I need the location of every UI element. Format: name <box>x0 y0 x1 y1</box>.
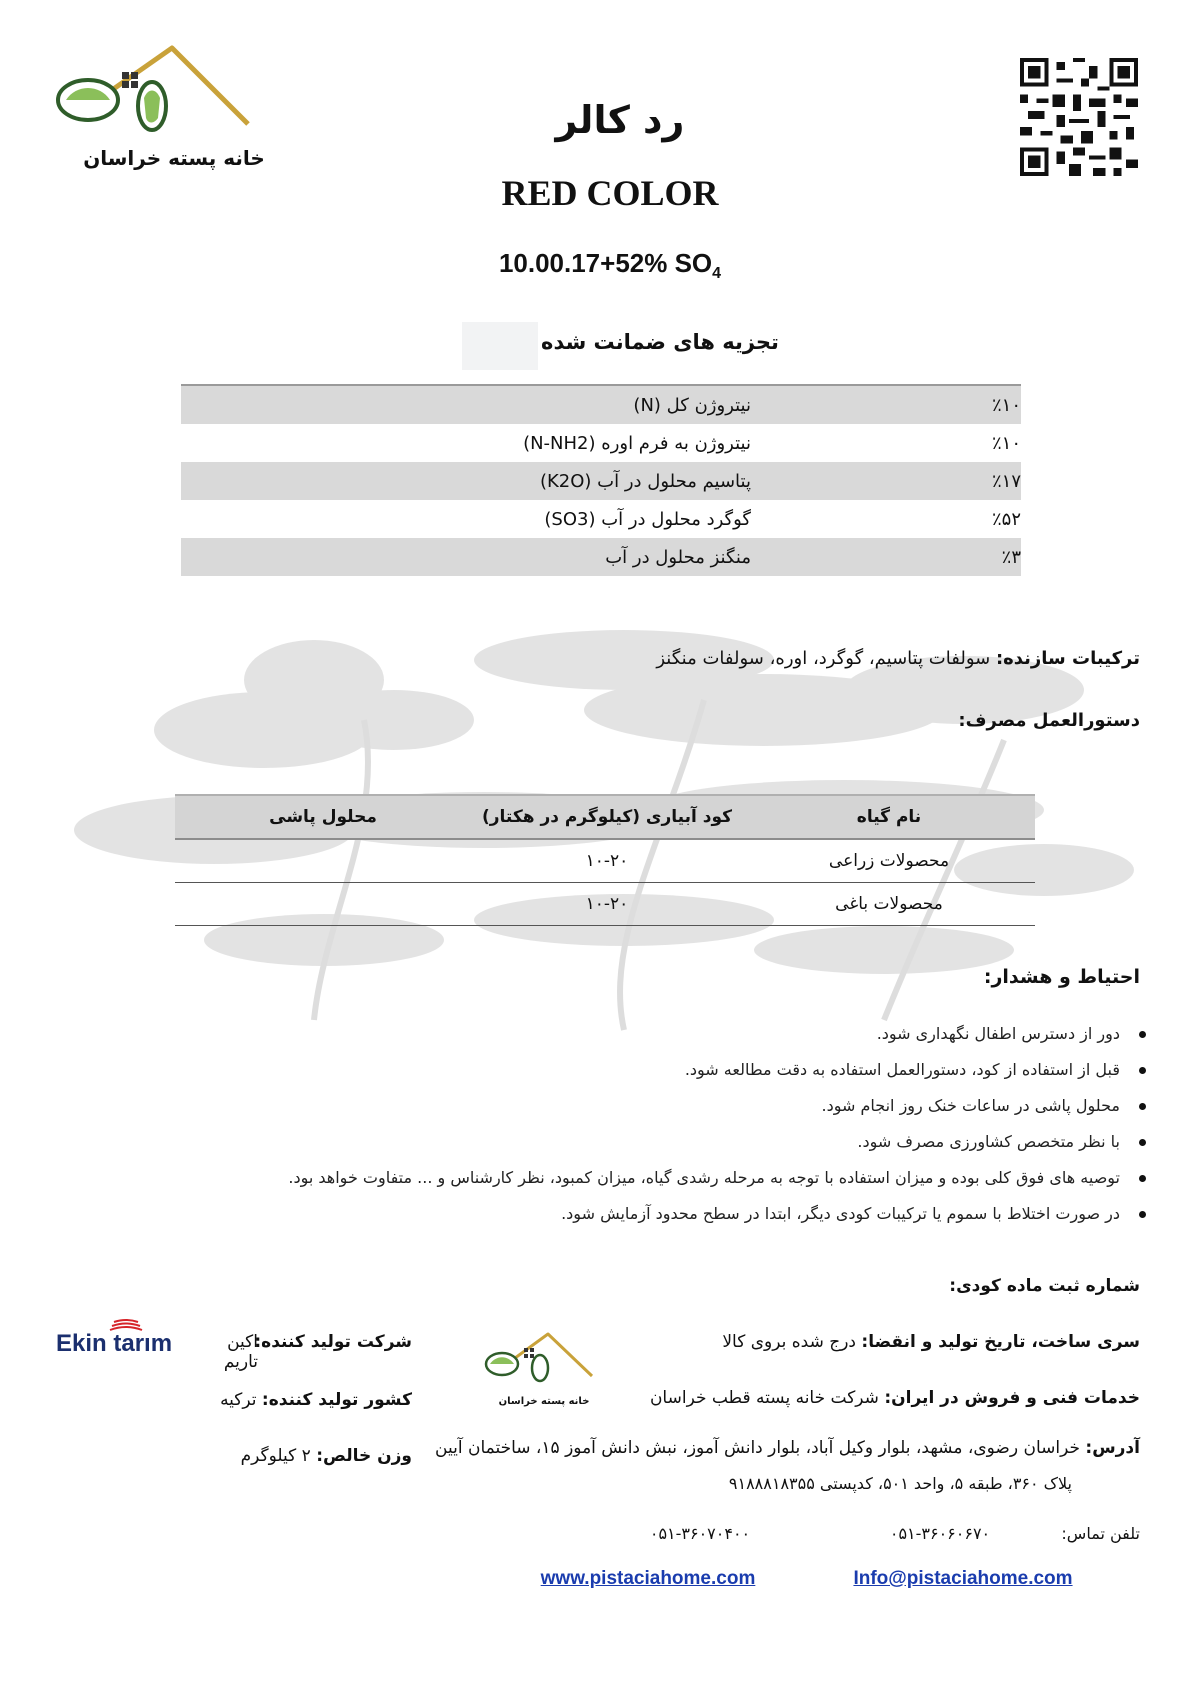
usage-spray <box>175 839 471 883</box>
table-header-row <box>175 795 1035 839</box>
address-line-2: پلاک ۳۶۰، طبقه ۵، واحد ۵۰۱، کدپستی ۹۱۸۸۸۱۸۳۵۵ <box>728 1474 1072 1493</box>
email-link[interactable]: Info@pistaciahome.com <box>853 1568 1073 1589</box>
product-formula <box>440 248 780 283</box>
usage-irrigation: ۱۰-۲۰ <box>471 839 743 883</box>
analysis-title: تجزیه های ضمانت شده <box>541 330 779 354</box>
phone-number-1: ۰۵۱-۳۶۰۶۰۶۷۰ <box>889 1524 991 1543</box>
analysis-value: ٪۱۰ <box>761 385 1021 424</box>
website-link[interactable]: www.pistaciahome.com <box>540 1568 756 1589</box>
address-value: خراسان رضوی، مشهد، بلوار وکیل آباد، بلوار دانش آموز، نبش دانش آموز ۱۵، ساختمان آیین <box>435 1438 1080 1458</box>
usage-plant: محصولات باغی <box>743 883 1035 926</box>
batch-line <box>700 1332 1140 1352</box>
column-header-irrigation: کود آبیاری (کیلوگرم در هکتار) <box>471 795 743 839</box>
net-weight-line <box>190 1446 412 1466</box>
batch-label: سری ساخت، تاریخ تولید و انقضا: <box>861 1332 1140 1352</box>
product-title-english: RED COLOR <box>501 173 719 213</box>
table-row <box>181 462 1021 500</box>
address-line-1 <box>435 1438 1140 1458</box>
list-item: قبل از استفاده از کود، دستورالعمل استفاده به دقت مطالعه شود. <box>200 1052 1120 1088</box>
table-row <box>175 883 1035 926</box>
address-label: آدرس: <box>1085 1438 1140 1458</box>
services-value: شرکت خانه پسته قطب خراسان <box>649 1388 879 1408</box>
product-title-persian: رد کالر <box>555 98 685 142</box>
table-row <box>175 839 1035 883</box>
ekin-brand-text: Ekin tarım <box>56 1330 173 1357</box>
table-row <box>181 500 1021 538</box>
services-label: خدمات فنی و فروش در ایران: <box>884 1388 1140 1408</box>
manufacturer-label: شرکت تولید کننده: <box>254 1332 412 1352</box>
weight-value: ۲ کیلوگرم <box>240 1446 311 1466</box>
guaranteed-analysis-table <box>181 384 1021 576</box>
usage-irrigation: ۱۰-۲۰ <box>471 883 743 926</box>
country-value: ترکیه <box>220 1390 257 1410</box>
list-item: محلول پاشی در ساعات خنک روز انجام شود. <box>200 1088 1120 1124</box>
list-item: دور از دسترس اطفال نگهداری شود. <box>200 1016 1120 1052</box>
country-line <box>190 1390 412 1410</box>
registration-number-line <box>700 1276 1140 1296</box>
analysis-name: نیتروژن به فرم اوره (N-NH2) <box>523 432 751 454</box>
caution-heading: احتیاط و هشدار: <box>983 966 1140 988</box>
country-label: کشور تولید کننده: <box>261 1390 412 1410</box>
logo-brand-name-small: خانه پسته خراسان <box>498 1396 590 1407</box>
analysis-value: ٪۱۰ <box>991 432 1021 454</box>
components-label: ترکیبات سازنده: <box>995 648 1140 669</box>
phone-number-2: ۰۵۱-۳۶۰۷۰۴۰۰ <box>649 1524 751 1543</box>
formula-main: 10.00.17+52% SO <box>498 248 713 278</box>
list-item: توصیه های فوق کلی بوده و میزان استفاده با توجه به مرحله رشدی گیاه، میزان کمبود، نظر کارشناس و ... متفاوت خواهد بود. <box>200 1160 1120 1196</box>
table-row <box>181 385 1021 424</box>
light-gray-box <box>462 322 538 370</box>
usage-heading: دستورالعمل مصرف: <box>958 710 1140 731</box>
logo-brand-name: خانه پسته خراسان <box>83 146 265 170</box>
services-line <box>600 1388 1140 1408</box>
components-value: سولفات پتاسیم، گوگرد، اوره، سولفات منگنز <box>656 648 991 669</box>
usage-plant: محصولات زراعی <box>743 839 1035 883</box>
table-row <box>181 424 1021 462</box>
registration-label: شماره ثبت ماده کودی: <box>949 1276 1140 1296</box>
column-header-spray: محلول پاشی <box>175 795 471 839</box>
analysis-value: ٪۳ <box>761 538 1021 576</box>
usage-spray <box>175 883 471 926</box>
weight-label: وزن خالص: <box>316 1446 412 1466</box>
column-header-plant: نام گیاه <box>743 795 1035 839</box>
analysis-name: پتاسیم محلول در آب (K2O) <box>181 462 761 500</box>
list-item: در صورت اختلاط با سموم یا ترکیبات کودی دیگر، ابتدا در سطح محدود آزمایش شود. <box>200 1196 1120 1232</box>
analysis-value: ٪۱۷ <box>761 462 1021 500</box>
components-line <box>500 648 1140 669</box>
analysis-name: نیتروژن کل (N) <box>181 385 761 424</box>
batch-value: درج شده بروی کالا <box>722 1332 856 1352</box>
caution-list <box>200 1016 1142 1232</box>
formula-subscript: 4 <box>712 265 722 283</box>
ekin-tarim-logo <box>56 1318 186 1366</box>
table-row <box>181 538 1021 576</box>
manufacturer-value: اکین تاریم <box>223 1332 258 1372</box>
usage-table <box>175 794 1035 926</box>
analysis-name: منگنز محلول در آب <box>181 538 761 576</box>
analysis-value: ٪۵۲ <box>991 508 1021 530</box>
phone-label: تلفن تماس: <box>1061 1524 1140 1543</box>
list-item: با نظر متخصص کشاورزی مصرف شود. <box>200 1124 1120 1160</box>
analysis-name: گوگرد محلول در آب (SO3) <box>544 508 751 530</box>
qr-code <box>1020 58 1138 176</box>
